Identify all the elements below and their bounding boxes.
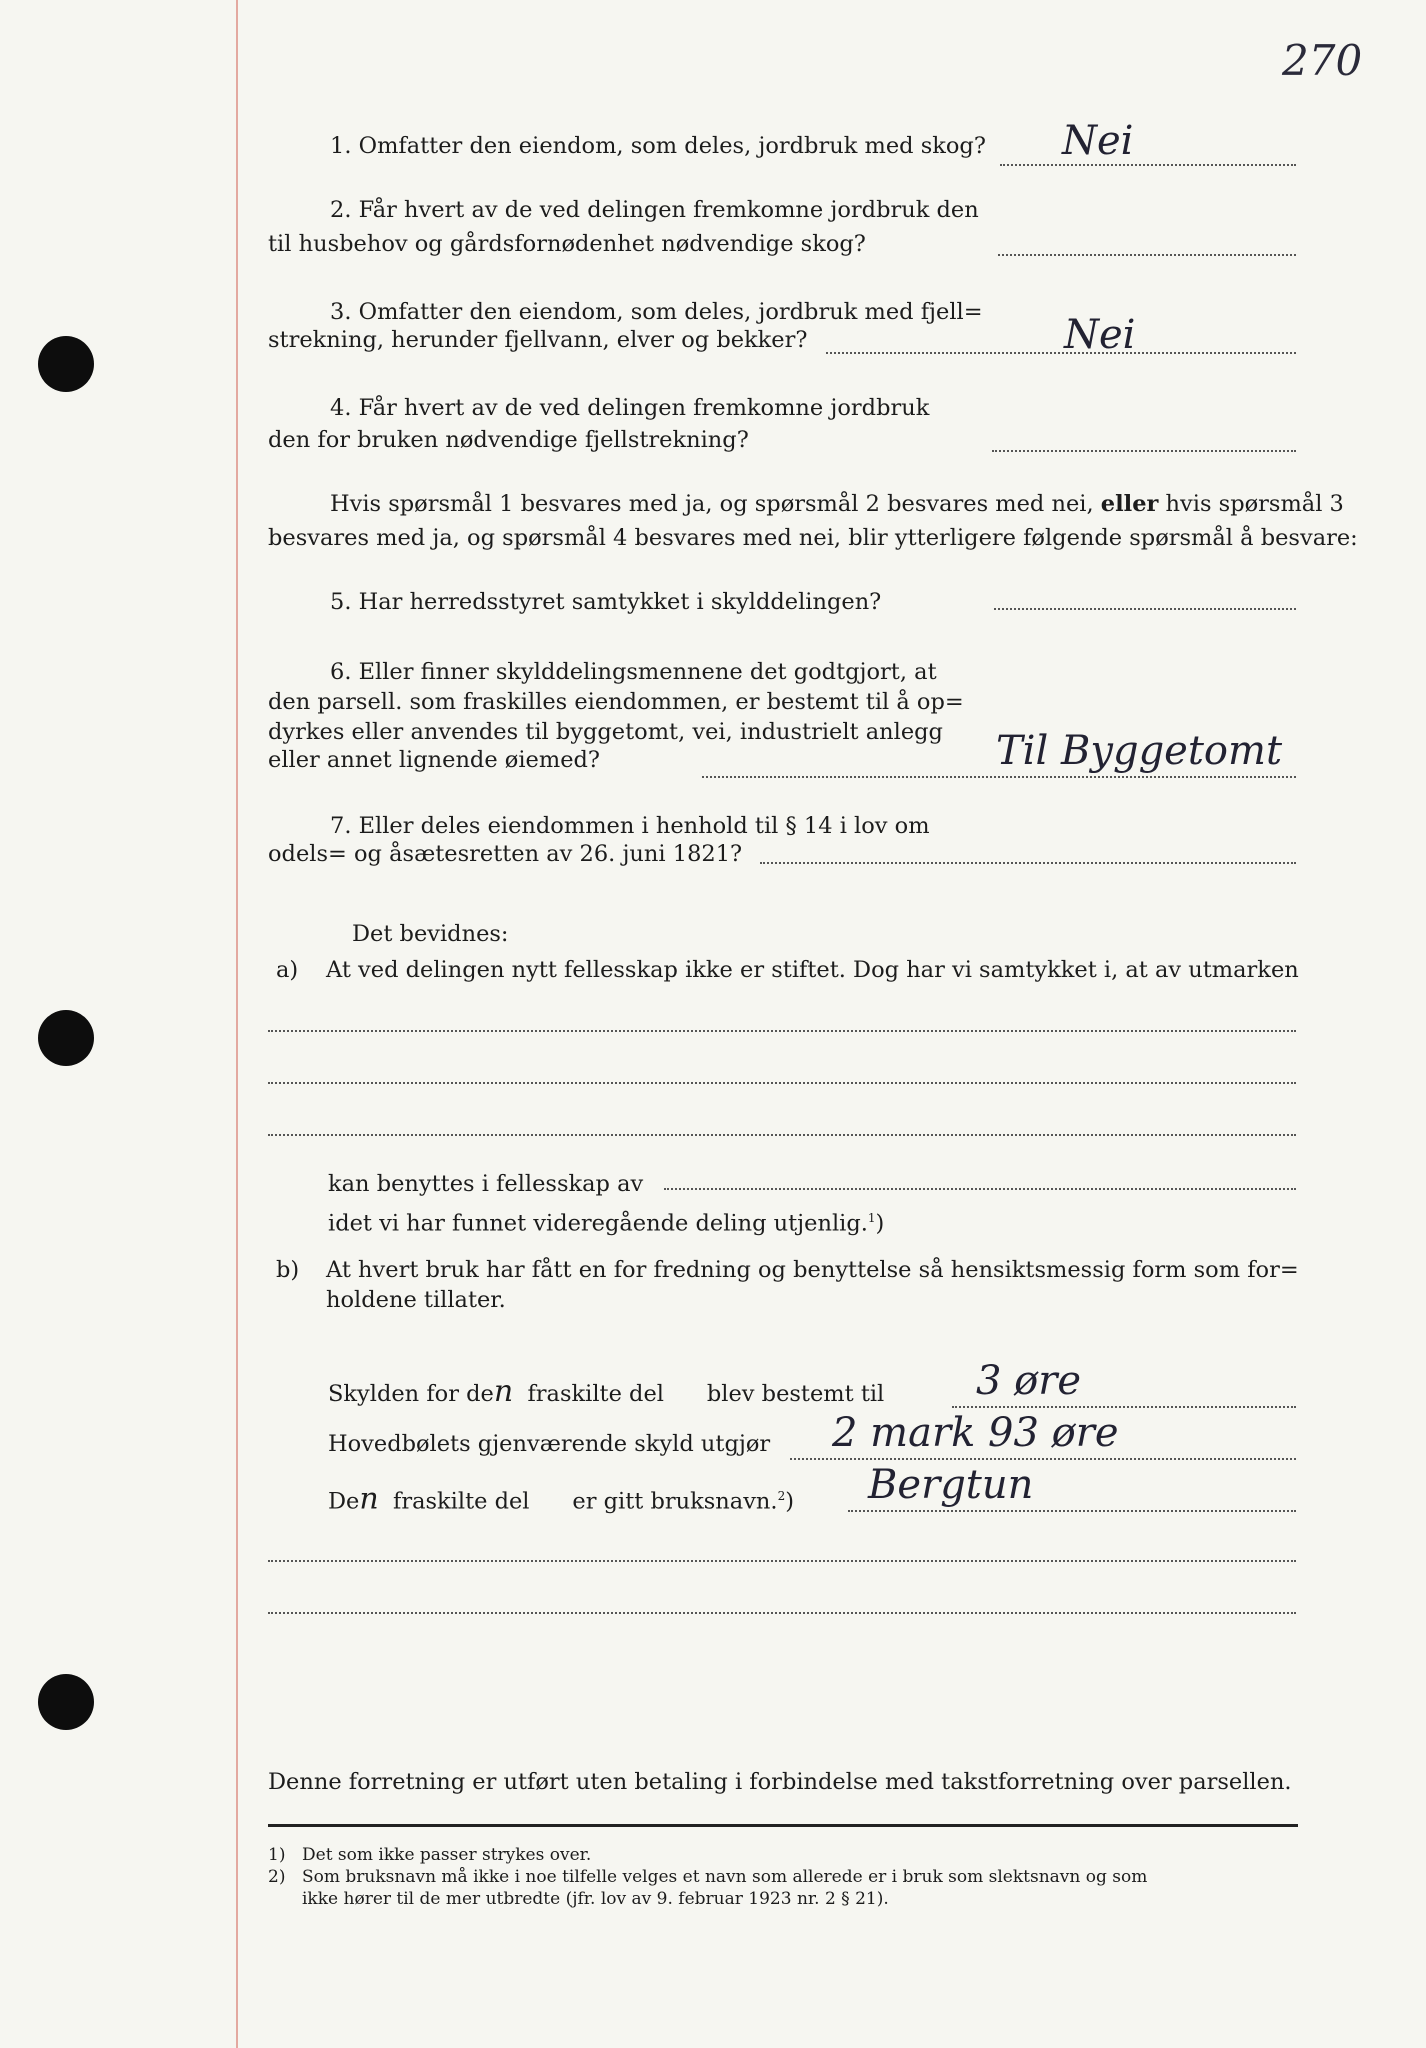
answer-line: [702, 776, 1296, 778]
question-6-line-4: eller annet lignende øiemed?: [268, 747, 600, 773]
footnote-2-mark: 2): [268, 1867, 286, 1887]
answer-line: [994, 608, 1296, 610]
blank-line: [664, 1188, 1296, 1190]
blank-line: [268, 1612, 1296, 1614]
footnote-1-mark: 1): [268, 1845, 286, 1865]
question-7-line-1: 7. Eller deles eiendommen i henhold til § 14 i lov om: [330, 813, 930, 839]
footnote-1: Det som ikke passer strykes over.: [302, 1845, 592, 1865]
closing-statement: Denne forretning er utført uten betaling i forbindelse med takstforretning over parsellen.: [268, 1769, 1292, 1795]
footnote-divider: [268, 1824, 1298, 1827]
declaration-b-line-2: holdene tillater.: [326, 1287, 506, 1313]
question-3-line-2: strekning, herunder fjellvann, elver og bekker?: [268, 327, 808, 353]
blank-line: [268, 1134, 1296, 1136]
hovedbol-label: Hovedbølets gjenværende skyld utgjør: [328, 1431, 771, 1457]
declaration-b-line-1: At hvert bruk har fått en for fredning og benyttelse så hensiktsmessig form som for=: [326, 1257, 1299, 1283]
shared-use-line-2: idet vi har funnet videregående deling utjenlig.$^1$): [328, 1210, 885, 1237]
condition-line-2: besvares med ja, og spørsmål 4 besvares med nei, blir ytterligere følgende spørsmål å besvare:: [268, 525, 1358, 551]
question-5: 5. Har herredsstyret samtykket i skylddelingen?: [330, 589, 882, 615]
answer-line: [952, 1406, 1296, 1408]
skyld-value: 3 øre: [976, 1358, 1082, 1404]
question-3-line-1: 3. Omfatter den eiendom, som deles, jordbruk med fjell=: [330, 299, 983, 325]
declaration-b-label: b): [276, 1257, 300, 1283]
question-4-line-1: 4. Får hvert av de ved delingen fremkomne jordbruk: [330, 395, 930, 421]
bruksnavn-value: Bergtun: [868, 1462, 1034, 1508]
question-7-line-2: odels= og åsætesretten av 26. juni 1821?: [268, 841, 743, 867]
question-6-line-3: dyrkes eller anvendes til byggetomt, vei, industrielt anlegg: [268, 719, 943, 745]
question-2-line-1: 2. Får hvert av de ved delingen fremkomne jordbruk den: [330, 197, 979, 223]
answer-line: [998, 254, 1296, 256]
hovedbol-value: 2 mark 93 øre: [832, 1410, 1119, 1456]
answer-1: Nei: [1062, 118, 1134, 164]
declaration-heading: Det bevidnes:: [352, 921, 509, 947]
blank-line: [268, 1030, 1296, 1032]
question-4-line-2: den for bruken nødvendige fjellstrekning?: [268, 427, 749, 453]
bruksnavn-label: Den fraskilte del er gitt bruksnavn.$^2$): [328, 1481, 794, 1517]
page-number: 270: [1282, 36, 1363, 85]
margin-line: [236, 0, 238, 2048]
condition-line-1: Hvis spørsmål 1 besvares med ja, og spørsmål 2 besvares med nei, eller hvis spørsmål 3: [330, 491, 1344, 517]
answer-line: [992, 450, 1296, 452]
answer-line: [848, 1510, 1296, 1512]
question-1: 1. Omfatter den eiendom, som deles, jordbruk med skog?: [330, 133, 986, 159]
answer-6: Til Byggetomt: [996, 728, 1283, 774]
skyld-label: Skylden for den fraskilte del blev bestemt til: [328, 1374, 885, 1409]
question-2-line-2: til husbehov og gårdsfornødenhet nødvendige skog?: [268, 231, 866, 257]
footnote-2-line-2: ikke hører til de mer utbredte (jfr. lov av 9. februar 1923 nr. 2 § 21).: [302, 1889, 889, 1909]
answer-line: [790, 1458, 1296, 1460]
footnote-2-line-1: Som bruksnavn må ikke i noe tilfelle velges et navn som allerede er i bruk som slektsnavn og som: [302, 1867, 1148, 1887]
question-6-line-1: 6. Eller finner skylddelingsmennene det godtgjort, at: [330, 659, 937, 685]
punch-hole: [38, 1010, 94, 1066]
answer-line: [1000, 164, 1296, 166]
answer-line: [826, 352, 1296, 354]
shared-use-line-1: kan benyttes i fellesskap av: [328, 1171, 644, 1197]
blank-line: [268, 1560, 1296, 1562]
declaration-a-label: a): [276, 957, 299, 983]
punch-hole: [38, 1674, 94, 1730]
question-6-line-2: den parsell. som fraskilles eiendommen, er bestemt til å op=: [268, 689, 964, 715]
answer-line: [760, 862, 1296, 864]
punch-hole: [38, 336, 94, 392]
answer-3: Nei: [1064, 312, 1136, 358]
declaration-a-text: At ved delingen nytt fellesskap ikke er stiftet. Dog har vi samtykket i, at av utmarken: [326, 957, 1299, 983]
blank-line: [268, 1082, 1296, 1084]
